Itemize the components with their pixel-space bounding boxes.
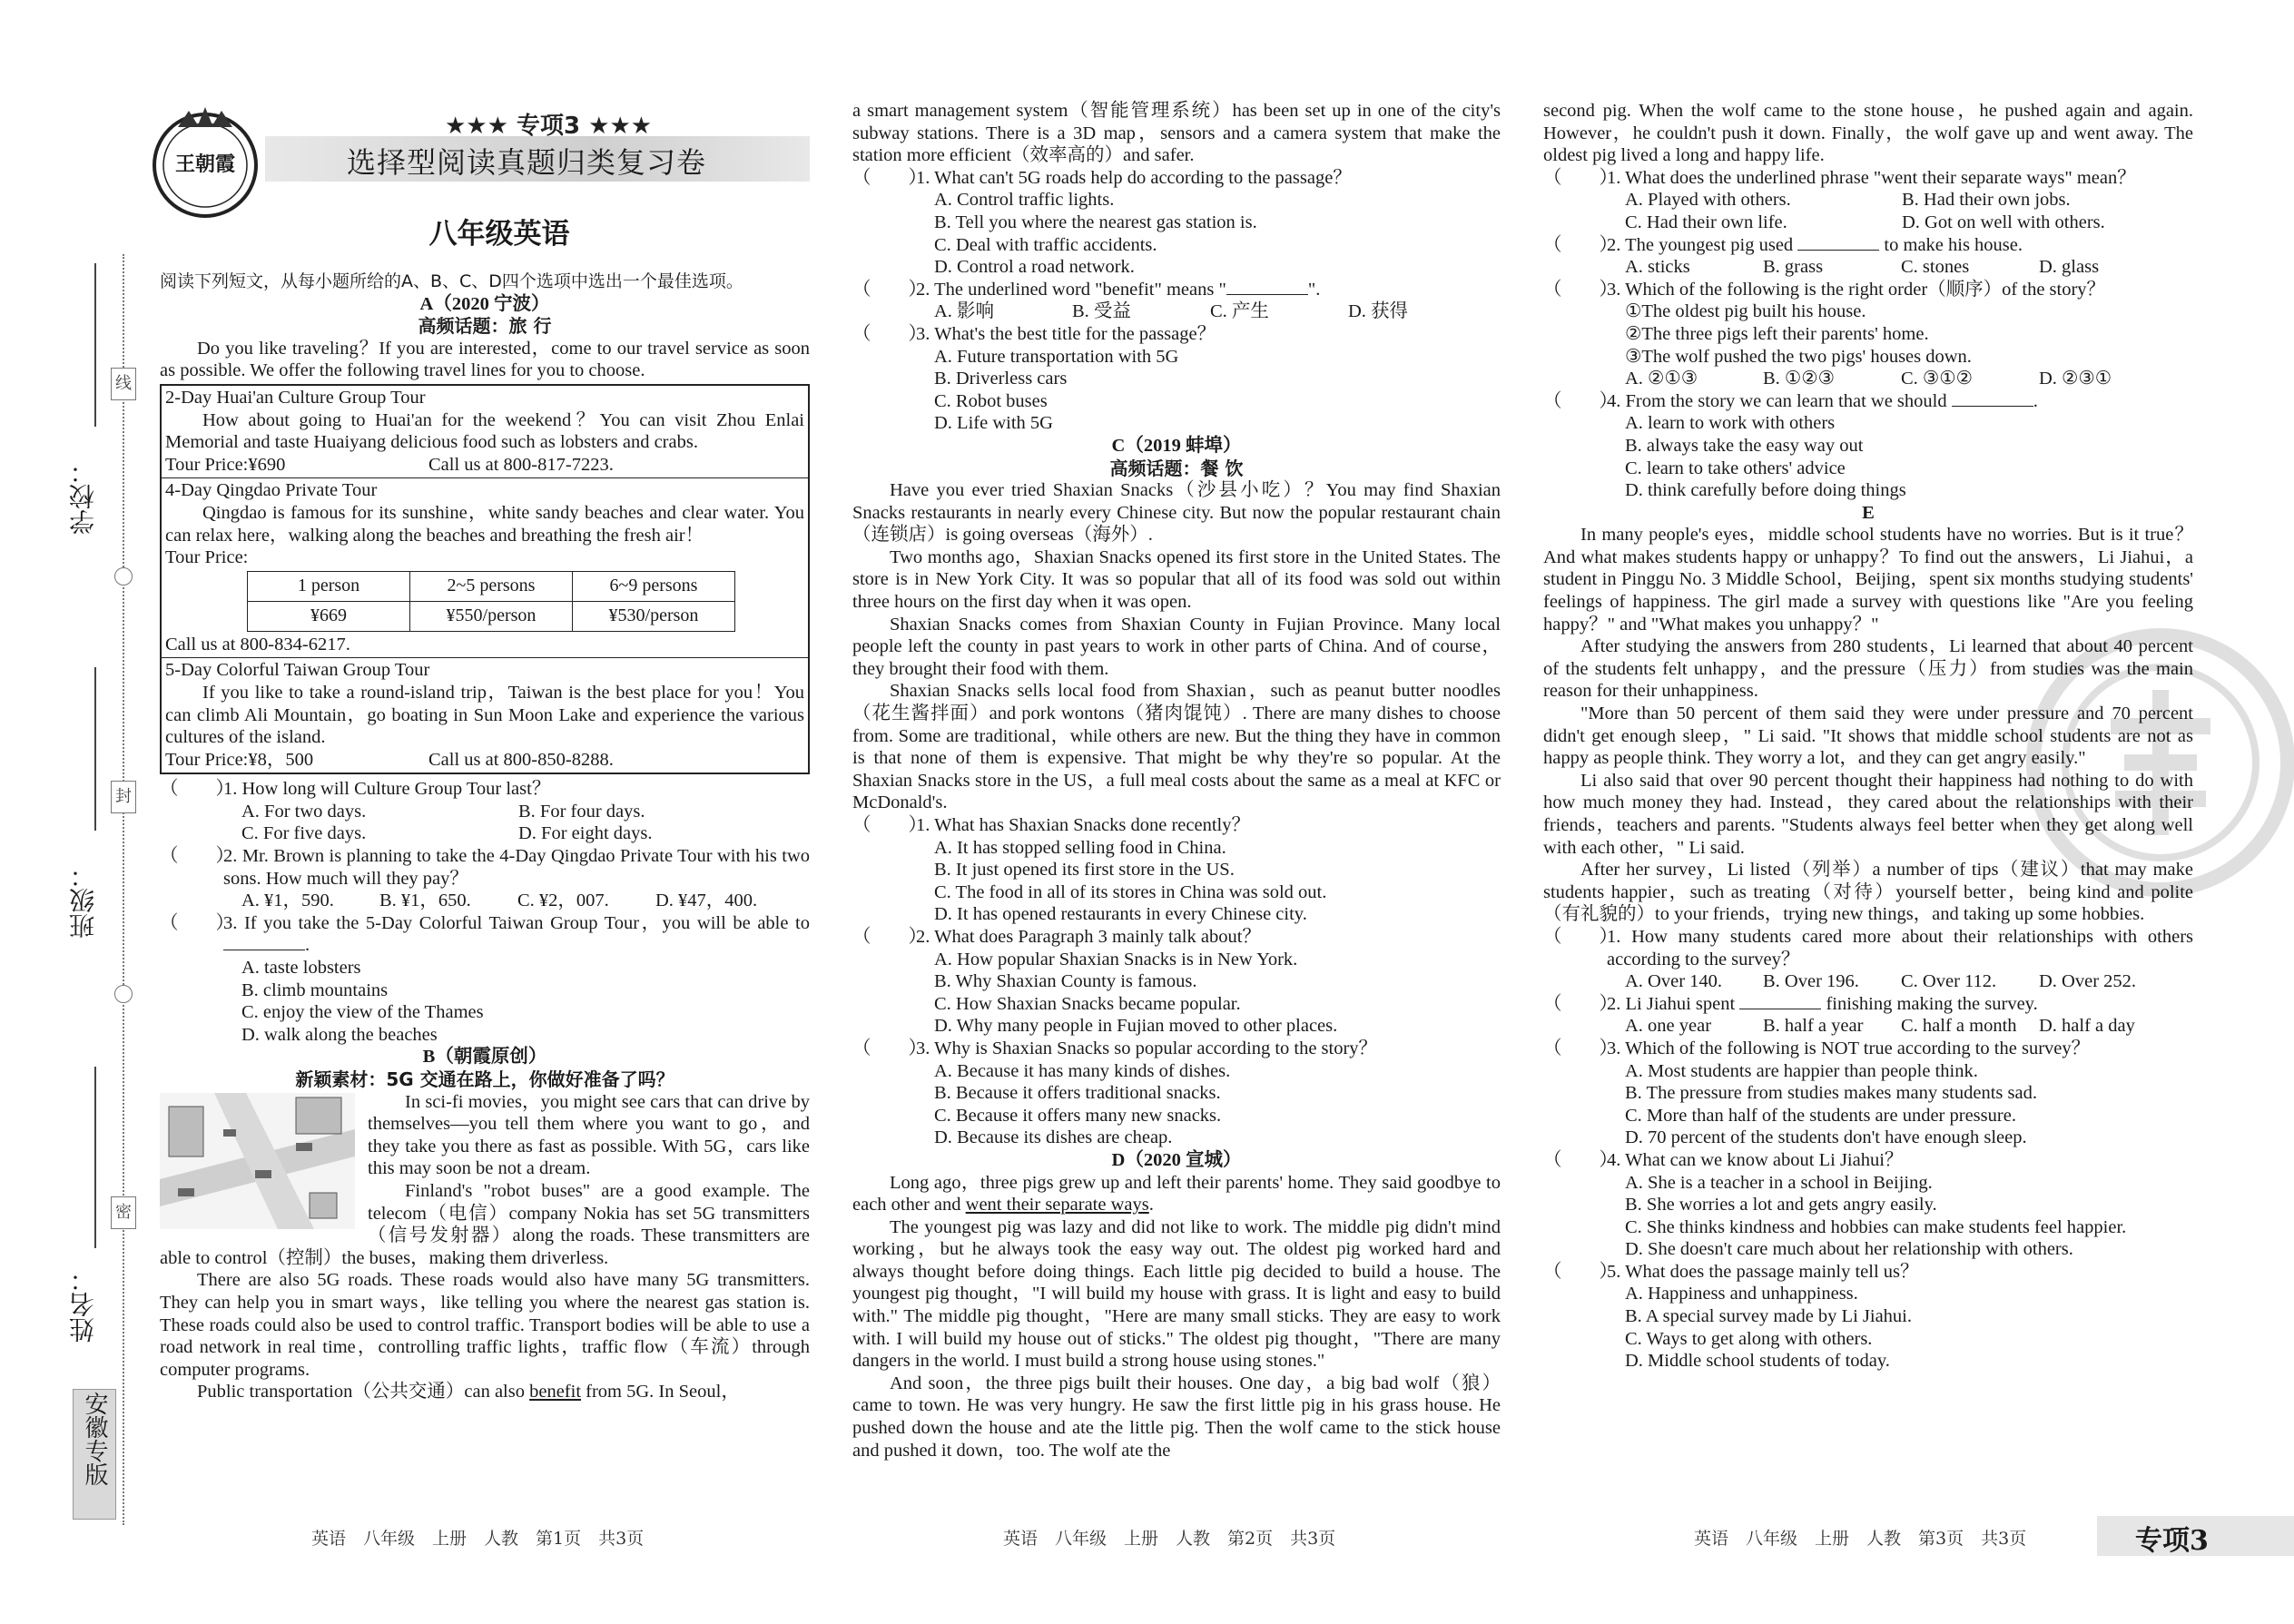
option[interactable]: B. always take the easy way out [1625, 435, 1864, 456]
passage-d-p1-end: . [1148, 1195, 1154, 1216]
logo-text: 王朝霞 [174, 153, 235, 176]
question [1543, 390, 2193, 413]
options-row [852, 300, 1501, 323]
price-head-cell: 6~9 persons [573, 571, 735, 601]
option[interactable]: C. She thinks kindness and hobbies can make students feel happier. [1625, 1216, 2127, 1237]
option[interactable]: A. sticks [1625, 257, 1690, 278]
question-text: 2. Mr. Brown is planning to take the 4-Day Qingdao Private Tour with his two sons. How much will they pay？ [223, 846, 810, 889]
option[interactable]: C. Deal with traffic accidents. [934, 234, 1157, 255]
tour-2-price-label: Tour Price: [165, 547, 249, 568]
question [852, 814, 1501, 837]
seal-hole-1 [114, 567, 133, 586]
order-item: ②The three pigs left their parents' home. [1625, 323, 1929, 344]
tour-3-title: 5-Day Colorful Taiwan Group Tour [165, 660, 430, 681]
option[interactable]: A. It has stopped selling food in China. [934, 837, 1226, 858]
province-tag [73, 1389, 116, 1520]
option[interactable]: A. Over 140. [1625, 971, 1723, 992]
tour-3-price: Tour Price:¥8，500 [165, 749, 314, 770]
instructions: 阅读下列短文，从每小题所给的A、B、C、D四个选项中选出一个最佳选项。 [160, 271, 743, 291]
option[interactable]: A. one year [1625, 1016, 1712, 1037]
passage-b-intro-block [160, 1091, 810, 1270]
option[interactable]: D. Got on well with others. [1902, 212, 2105, 232]
option[interactable]: C. Because it offers many new snacks. [934, 1105, 1222, 1126]
option[interactable]: C. ③①② [1901, 369, 1974, 389]
seal-dotted-line [123, 254, 124, 1525]
option[interactable]: A. For two days. [241, 801, 367, 822]
page-2 [852, 100, 1501, 1462]
question-text: 5. What does the passage mainly tell us？ [1607, 1261, 1919, 1282]
question [852, 323, 1501, 346]
option[interactable]: B. For four days. [518, 801, 645, 822]
option[interactable]: D. ②③① [2039, 369, 2112, 389]
question-text: 2. What does Paragraph 3 mainly talk about？ [916, 926, 1261, 947]
answer-bracket[interactable]: （ ） [1543, 234, 1618, 255]
option[interactable]: A. 影响 [934, 301, 995, 322]
answer-bracket[interactable]: （ ） [1543, 167, 1618, 188]
tour-2-title: 4-Day Qingdao Private Tour [165, 480, 378, 501]
answer-blank[interactable] [223, 935, 305, 950]
passage-e-label: E [1862, 502, 1875, 523]
answer-bracket[interactable]: （ ） [1543, 993, 1618, 1014]
option[interactable]: D. Why many people in Fujian moved to other places. [934, 1016, 1338, 1037]
option[interactable]: D. Middle school students of today. [1625, 1351, 1890, 1372]
question-text: 2. The underlined word "benefit" means " [916, 279, 1226, 300]
passage-a-label: A（2020 宁波） [419, 293, 550, 314]
answer-bracket[interactable]: （ ） [1543, 926, 1618, 947]
option[interactable]: B. half a year [1763, 1016, 1864, 1037]
option[interactable]: D. Life with 5G [934, 413, 1053, 434]
answer-blank[interactable] [1952, 391, 2033, 407]
option[interactable]: C. 产生 [1210, 301, 1269, 322]
tour-2 [162, 478, 808, 658]
option[interactable]: B. Because it offers traditional snacks. [934, 1083, 1221, 1104]
option[interactable]: C. half a month [1901, 1016, 2017, 1037]
option[interactable]: B. Driverless cars [934, 369, 1068, 389]
answer-bracket[interactable]: （ ） [1543, 279, 1618, 300]
answer-blank[interactable] [1226, 280, 1308, 295]
answer-bracket[interactable]: （ ） [852, 167, 927, 188]
answer-bracket[interactable]: （ ） [1543, 1149, 1618, 1170]
question [1543, 993, 2193, 1016]
option[interactable]: A. taste lobsters [241, 958, 361, 979]
option[interactable]: B. Had their own jobs. [1902, 190, 2071, 211]
option[interactable]: B. She worries a lot and gets angry easily. [1625, 1195, 1937, 1216]
tour-1 [162, 386, 808, 478]
tour-1-body: How about going to Huai'an for the weekend？You can visit Zhou Enlai Memorial and taste Huaiyang delicious food such as lobsters and crabs. [165, 409, 804, 453]
option[interactable]: C. learn to take others' advice [1625, 458, 1846, 478]
answer-bracket[interactable]: （ ） [1543, 1261, 1618, 1282]
name-label: 姓名： [68, 1266, 98, 1343]
price-cell: ¥550/person [410, 601, 573, 631]
options-row [1543, 256, 2193, 279]
price-table-head [248, 571, 735, 601]
option[interactable]: D. walk along the beaches [241, 1024, 438, 1045]
option[interactable]: D. Because its dishes are cheap. [934, 1127, 1173, 1148]
option[interactable]: A. Because it has many kinds of dishes. [934, 1060, 1231, 1081]
option[interactable]: C. For five days. [241, 823, 367, 844]
question-text: 4. From the story we can learn that we should [1607, 390, 1947, 411]
passage-b-label: B（朝霞原创） [422, 1047, 547, 1068]
question: （ ）3. If you take the 5-Day Colorful Taiwan Group Tour，you will be able to . [160, 912, 810, 956]
underlined-word: benefit [529, 1382, 582, 1403]
option[interactable]: A. ②①③ [1625, 369, 1698, 389]
passage-c-p2: Two months ago，Shaxian Snacks opened its first store in the United States. The store is in New York City. It was so popular that all of its food was sold out within three hours on the first day when it was open. [852, 546, 1501, 613]
school-underline [94, 263, 96, 427]
tour-1-price-line [165, 454, 804, 477]
option[interactable]: D. Over 252. [2039, 971, 2137, 992]
passage-b-p4-start: Public transportation（公共交通）can also [197, 1382, 525, 1403]
question-text: 1. What has Shaxian Snacks done recently？ [916, 815, 1250, 835]
tour-2-body: Qingdao is famous for its sunshine，white sandy beaches and clear water. You can relax here，walking along the beaches and breathing the fresh air！ [165, 502, 804, 546]
passage-a-intro: Do you like traveling？If you are interested，come to our travel service as soon as possible. We offer the following travel lines for you to choose. [160, 338, 810, 381]
question-text: 1. How long will Culture Group Tour last？ [223, 779, 551, 800]
option[interactable]: B. ¥1，650. [379, 891, 471, 911]
option[interactable]: C. stones [1901, 257, 1970, 278]
question-text-end: to make his house. [1884, 234, 2023, 255]
class-underline [94, 667, 96, 831]
passage-c-p4: Shaxian Snacks sells local food from Shaxian，such as peanut butter noodles（花生酱拌面）and pork wontons（猪肉馄饨）. There are many dishes to choose from. Some are traditional，while others are new. But the thing they have in common is that none of them is expensive. That might be why they're so popular. At the Shaxian Snacks store in the US，a full meal costs about the same as a meal at KFC or McDonald's. [852, 681, 1501, 813]
options-row [1543, 189, 2193, 212]
option[interactable]: B. 受益 [1072, 301, 1131, 322]
passage-c-p3: Shaxian Snacks comes from Shaxian County in Fujian Province. Many local people left the county in past years to work in other parts of China. And of course，they brought their food with them. [852, 614, 1501, 679]
passage-e-p1: In many people's eyes，middle school students have no worries. But is it true？And what makes students happy or unhappy？To find out the answers，Li Jiahui，a student in Pinggu No. 3 Middle School，Beijing，spent six months studying students' feelings of happiness. The girl made a survey with questions like "Are you feeling happy？" and "What makes you unhappy？" [1543, 525, 2193, 635]
option[interactable]: D. She doesn't care much about her relationship with others. [1625, 1239, 2073, 1260]
option[interactable]: D. For eight days. [518, 823, 653, 844]
underlined-phrase: went their separate ways [965, 1195, 1149, 1216]
options-row [1543, 970, 2193, 993]
option[interactable]: C. Robot buses [934, 390, 1048, 411]
question [1543, 1149, 2193, 1172]
option[interactable]: C. Over 112. [1901, 971, 1997, 992]
question [1543, 167, 2193, 190]
passage-b-p2: Finland's "robot buses" are a good example. The telecom（电信）company Nokia has set 5G transmitters（信号发射器）along the roads. These transmitters are able to control（控制）the buses，making them driverless. [160, 1180, 810, 1268]
question [160, 845, 810, 890]
class-label: 班级： [68, 862, 98, 939]
option[interactable]: A. Played with others. [1625, 190, 1791, 211]
option[interactable]: A. ¥1，590. [241, 891, 334, 911]
tour-2-call: Call us at 800-834-6217. [165, 634, 350, 655]
seal-mark-seal: 封 [111, 781, 136, 813]
option[interactable]: B. Over 196. [1763, 971, 1859, 992]
passage-d-p1-start: Long ago，three pigs grew up and left their parents' home. They said goodbye to each other and [852, 1172, 1501, 1216]
price-table [247, 571, 735, 632]
answer-bracket[interactable]: （ ） [160, 846, 234, 867]
topic-badge: ★★★ 专项3 ★★★ [445, 113, 653, 140]
passage-b-p4-end: from 5G. In Seoul， [586, 1382, 740, 1403]
seal-hole-2 [114, 985, 133, 1003]
seal-mark-dense: 密 [111, 1196, 136, 1229]
passage-d-p2: The youngest pig was lazy and did not like to work. The middle pig didn't mind working，but he always took the easy way out. The oldest pig worked hard and always thought before doing things. Each little pig decided to build a house. The youngest pig thought，"I will build my house with grass. It is light and easy to build with." The middle pig thought，"Here are many small sticks. They are easy to work with. I will build my house out of sticks." The oldest pig thought，"There are many dangers in the world. I must build a strong house using stones." [852, 1216, 1501, 1372]
province-tag-text: 安徽专版 [81, 1392, 108, 1486]
school-label: 学校： [68, 458, 98, 535]
question [1543, 1038, 2193, 1060]
passage-c-topic: 高频话题：餐 饮 [1109, 457, 1244, 479]
option[interactable]: B. grass [1763, 257, 1824, 278]
question-text: 1. What can't 5G roads help do according to the passage？ [916, 167, 1352, 188]
question [160, 778, 810, 801]
passage-e-p4: Li also said that over 90 percent thought their happiness had nothing to do with how much money they had. Instead，they cared about the relationships with their friends，teachers and parents. "Students always feel better when they get along well with each other，" Li said. [1543, 770, 2193, 858]
question-text: 4. What can we know about Li Jiahui？ [1607, 1149, 1904, 1170]
tour-1-title: 2-Day Huai'an Culture Group Tour [165, 387, 426, 408]
option[interactable]: B. ①②③ [1763, 369, 1836, 389]
passage-c-p1: Have you ever tried Shaxian Snacks（沙县小吃）？You may find Shaxian Snacks restaurants in nearly every Chinese city. But now the popular restaurant chain（连锁店）is going overseas（海外）. [852, 480, 1501, 546]
tour-1-call: Call us at 800-817-7223. [428, 454, 614, 475]
tour-3-body: If you like to take a round-island trip，Taiwan is the best place for you！You can climb Ali Mountain，go boating in Sun Moon Lake and experience the various cultures of the island. [165, 682, 804, 748]
question-text: 3. If you take the 5-Day Colorful Taiwan Group Tour，you will be able to [223, 912, 810, 933]
passage-d-p3-cont: second pig. When the wolf came to the stone house，he pushed again and again. However，he couldn't push it down. Finally，the wolf gave up and went away. The oldest pig lived a long and happy life. [1543, 101, 2193, 166]
options-row [1543, 212, 2193, 234]
tour-3-price-line [165, 749, 804, 772]
answer-blank[interactable] [1739, 994, 1821, 1009]
question-text: 1. How many students cared more about their relationships with others according to the survey？ [1607, 926, 2193, 969]
option[interactable]: A. Most students are happier than people think. [1625, 1060, 1978, 1081]
answer-bracket[interactable]: （ ） [852, 323, 927, 344]
footer-page-2: 英语 八年级 上册 人教 第2页 共3页 [1003, 1529, 1336, 1549]
option[interactable]: D. ¥47，400. [655, 891, 758, 911]
passage-d-p1 [852, 1172, 1501, 1216]
option[interactable]: B. Why Shaxian County is famous. [934, 971, 1197, 992]
footer-badge: 专项3 [2135, 1525, 2209, 1557]
tour-1-price: Tour Price:¥690 [165, 454, 286, 475]
order-item: ①The oldest pig built his house. [1625, 301, 1866, 322]
tour-3 [162, 658, 808, 773]
price-head-cell: 2~5 persons [410, 571, 573, 601]
page-1 [160, 271, 810, 1403]
answer-bracket[interactable]: （ ） [852, 279, 927, 300]
paper-subtitle: 八年级英语 [428, 218, 570, 251]
footer-page-1: 英语 八年级 上册 人教 第1页 共3页 [311, 1529, 645, 1549]
seal-mark-line: 线 [111, 368, 136, 400]
option[interactable]: D. half a day [2039, 1016, 2135, 1037]
question-text: 3. What's the best title for the passage？ [916, 323, 1216, 344]
options-row [160, 822, 810, 845]
answer-bracket[interactable]: （ ） [852, 1038, 927, 1058]
paper-title: 选择型阅读真题归类复习卷 [346, 145, 706, 180]
option[interactable]: D. Control a road network. [934, 257, 1135, 278]
passage-d-label: D（2020 宣城） [1111, 1149, 1242, 1170]
option[interactable]: B. It just opened its first store in the US. [934, 860, 1235, 881]
question [1543, 234, 2193, 257]
watermark-seal [2024, 626, 2294, 899]
answer-bracket[interactable]: （ ） [1543, 1038, 1618, 1058]
passage-b-p4-cont: a smart management system（智能管理系统）has been set up in one of the city's subway stations. There is a 3D map，sensors and a camera system that make the station more efficient（效率高的）and safer. [852, 101, 1501, 166]
order-item: ③The wolf pushed the two pigs' houses down. [1625, 346, 1972, 367]
question-text: 1. What does the underlined phrase "went their separate ways" mean？ [1607, 167, 2136, 188]
option[interactable]: D. It has opened restaurants in every Chinese city. [934, 904, 1307, 925]
passage-b-p1: In sci-fi movies，you might see cars that can drive by themselves—you tell them where you want to go，and they take you there as fast as possible. With 5G，cars like this may soon be not a dream. [368, 1091, 810, 1179]
option[interactable]: C. How Shaxian Snacks became popular. [934, 993, 1241, 1014]
passage-a-topic: 高频话题：旅 行 [418, 315, 552, 338]
question [852, 167, 1501, 190]
passage-e-p5: After her survey，Li listed（列举）a number of tips（建议）that may make students happier，such as treating（对待）yourself better，being kind and polite（有礼貌的）to your friends，trying new things，and taking up some hobbies. [1543, 860, 2193, 925]
option[interactable]: D. think carefully before doing things [1625, 480, 1906, 501]
option[interactable]: B. The pressure from studies makes many students sad. [1625, 1083, 2037, 1104]
price-head-cell: 1 person [248, 571, 410, 601]
question [1543, 926, 2193, 970]
option[interactable]: B. A special survey made by Li Jiahui. [1625, 1306, 1912, 1327]
question-text: 3. Which of the following is the right order（顺序）of the story？ [1607, 279, 2106, 300]
passage-c-label: C（2019 蚌埠） [1111, 435, 1242, 456]
passage-d-p3: And soon，the three pigs built their houses. One day，a big bad wolf（狼）came to town. He was very hungry. He saw the first little pig in his grass house. He pushed down the house and ate the little pig. Then the wolf came to the stick house and pushed it down，too. The wolf ate the [852, 1373, 1501, 1461]
options-row [160, 890, 810, 912]
option[interactable]: A. She is a teacher in a school in Beijing. [1625, 1172, 1933, 1193]
option[interactable]: D. 获得 [1348, 301, 1409, 322]
answer-bracket[interactable]: （ ） [852, 926, 927, 947]
option[interactable]: B. climb mountains [241, 979, 389, 1000]
question [852, 1038, 1501, 1060]
options-row [160, 801, 810, 823]
question-text-end: . [2033, 390, 2038, 411]
question-text-end: ". [1307, 279, 1321, 300]
option[interactable]: A. Control traffic lights. [934, 190, 1115, 211]
option[interactable]: A. How popular Shaxian Snacks is in New York. [934, 949, 1298, 969]
question-text: 3. Which of the following is NOT true according to the survey？ [1607, 1038, 2091, 1058]
passage-b-p4 [160, 1381, 810, 1403]
question-text: 3. Why is Shaxian Snacks so popular according to the story？ [916, 1038, 1378, 1058]
tour-table [160, 384, 810, 774]
question [1543, 1261, 2193, 1284]
answer-bracket[interactable]: （ ） [1543, 390, 1618, 411]
passage-e-p3: "More than 50 percent of them said they were under pressure and 70 percent didn't get enough sleep，" Li said. "It shows that middle school students are not as happy as people think. They worry a lot，and they can get angry easily." [1543, 704, 2193, 769]
option[interactable]: C. ¥2，007. [517, 891, 609, 911]
price-cell: ¥669 [248, 601, 410, 631]
answer-bracket[interactable]: （ ） [160, 912, 234, 933]
passage-b-topic: 新颖素材：5G 交通在路上，你做好准备了吗？ [295, 1068, 674, 1090]
footer-page-3: 英语 八年级 上册 人教 第3页 共3页 [1694, 1529, 2027, 1549]
price-table-row [248, 601, 735, 631]
option[interactable]: D. glass [2039, 257, 2100, 278]
option[interactable]: C. The food in all of its stores in China was sold out. [934, 881, 1327, 902]
traffic-illustration [160, 1093, 355, 1229]
passage-b-p3: There are also 5G roads. These roads would also have many 5G transmitters. They can help you in smart ways，like telling you where the nearest gas station is. These roads could also be used to control traffic. Transport bodies will be able to use a road network in real time，controlling traffic lights，traffic flow（车流）through computer programs. [160, 1270, 810, 1380]
question [852, 926, 1501, 949]
answer-blank[interactable] [1797, 235, 1879, 251]
option[interactable]: D. 70 percent of the students don't have enough sleep. [1625, 1127, 2027, 1148]
question [852, 279, 1501, 301]
option[interactable]: C. Ways to get along with others. [1625, 1328, 1873, 1349]
question-text-end: finishing making the survey. [1826, 993, 2038, 1014]
price-cell: ¥530/person [573, 601, 735, 631]
option[interactable]: C. Had their own life. [1625, 212, 1787, 232]
option[interactable]: B. Tell you where the nearest gas station is. [934, 212, 1257, 232]
answer-bracket[interactable]: （ ） [160, 779, 234, 800]
option[interactable]: A. Future transportation with 5G [934, 346, 1179, 367]
option[interactable]: C. More than half of the students are under pressure. [1625, 1105, 2016, 1126]
question-text: 2. The youngest pig used [1607, 234, 1794, 255]
logo-emblem [145, 102, 265, 221]
tour-3-call: Call us at 800-850-8288. [428, 749, 614, 770]
question-text: 2. Li Jiahui spent [1607, 993, 1736, 1014]
question [1543, 279, 2193, 301]
options-row [1543, 1015, 2193, 1038]
topic-badge-text: 专项3 [516, 113, 581, 140]
option[interactable]: A. Happiness and unhappiness. [1625, 1284, 1858, 1304]
option[interactable]: A. learn to work with others [1625, 413, 1836, 434]
passage-e-p2: After studying the answers from 280 students，Li learned that about 40 percent of the students felt unhappy，and the pressure（压力）from studies was the main reason for their unhappiness. [1543, 636, 2193, 702]
name-underline [94, 1067, 96, 1248]
answer-bracket[interactable]: （ ） [852, 815, 927, 835]
option[interactable]: C. enjoy the view of the Thames [241, 1002, 484, 1023]
options-row [1543, 368, 2193, 390]
